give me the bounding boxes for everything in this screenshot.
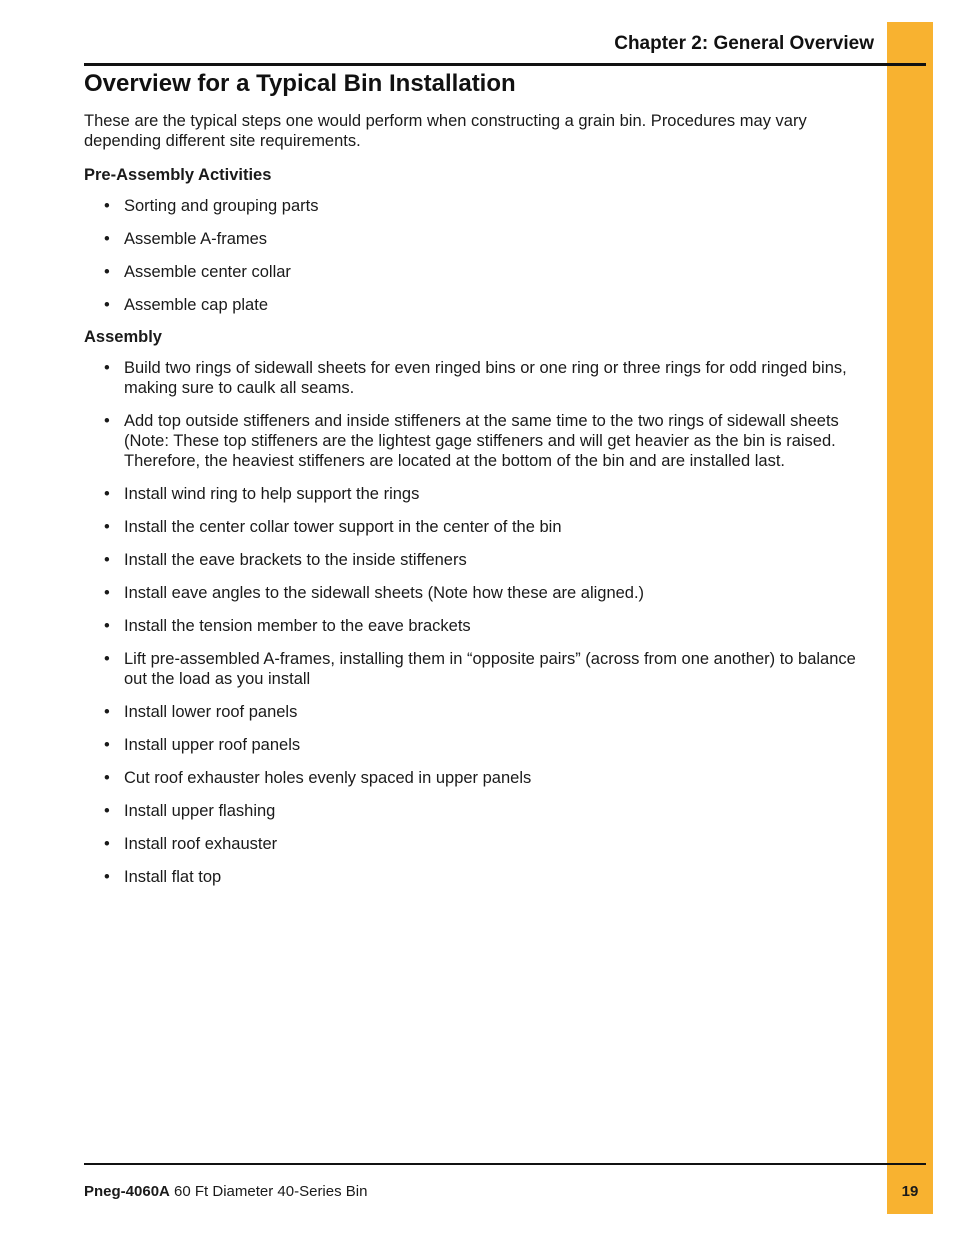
- bullet-icon: •: [104, 551, 110, 569]
- list-item-text: Assemble cap plate: [124, 296, 268, 314]
- list-item-text: Build two rings of sidewall sheets for even ringed bins or one ring or three rings for odd ringed bins, making sure to caulk all seams.: [124, 359, 847, 397]
- bullet-icon: •: [104, 617, 110, 635]
- list-item-text: Assemble A-frames: [124, 230, 268, 248]
- page-title: Overview for a Typical Bin Installation: [84, 70, 516, 97]
- page-number: 19: [901, 1183, 919, 1200]
- list-item-text: Install lower roof panels: [124, 703, 298, 721]
- list-item: [84, 517, 874, 537]
- section-heading-pre-assembly: Pre-Assembly Activities: [84, 166, 272, 184]
- list-item: [84, 735, 874, 755]
- list-item: [84, 702, 874, 722]
- list-item-text: Install eave angles to the sidewall sheets (Note how these are aligned.): [124, 584, 645, 602]
- list-item: [84, 616, 874, 636]
- list-item-text: Install the center collar tower support in the center of the bin: [124, 518, 562, 536]
- list-item: [84, 867, 874, 887]
- bullet-icon: •: [104, 296, 110, 314]
- section-heading-assembly: Assembly: [84, 328, 162, 346]
- list-item: [84, 834, 874, 854]
- list-item-text: Install the eave brackets to the inside stiffeners: [124, 551, 467, 569]
- bullet-icon: •: [104, 359, 110, 377]
- list-item-text: Install the tension member to the eave brackets: [124, 617, 471, 635]
- list-item-text: Install upper flashing: [124, 802, 276, 820]
- list-item: [84, 583, 874, 603]
- bullet-icon: •: [104, 736, 110, 754]
- list-item: [84, 411, 874, 471]
- bullet-icon: •: [104, 584, 110, 602]
- assembly-list: [84, 358, 874, 887]
- list-item-text: Sorting and grouping parts: [124, 197, 319, 215]
- bullet-icon: •: [104, 650, 110, 668]
- chapter-side-tab: [887, 22, 933, 1214]
- chapter-title: Chapter 2: General Overview: [614, 33, 874, 54]
- list-item: [84, 801, 874, 821]
- footer-doc-title: 60 Ft Diameter 40-Series Bin: [174, 1183, 368, 1200]
- list-item: [84, 229, 874, 249]
- list-item-text: Lift pre-assembled A-frames, installing them in “opposite pairs” (across from one another) to balance out the load as you install: [124, 650, 856, 688]
- bullet-icon: •: [104, 197, 110, 215]
- list-item: [84, 196, 874, 216]
- bullet-icon: •: [104, 230, 110, 248]
- bullet-icon: •: [104, 412, 110, 430]
- list-item-text: Install flat top: [124, 868, 222, 886]
- list-item: [84, 262, 874, 282]
- bullet-icon: •: [104, 703, 110, 721]
- list-item: [84, 550, 874, 570]
- list-item-text: Add top outside stiffeners and inside stiffeners at the same time to the two rings of sidewall sheets (Note: These top stiffeners are the lightest gage stiffeners and will get heavier as the bin is raised. Therefore, the heaviest stiffeners are located at the bottom of the bin and are installed last.: [124, 412, 839, 470]
- list-item: [84, 484, 874, 504]
- list-item-text: Install upper roof panels: [124, 736, 301, 754]
- intro-paragraph: These are the typical steps one would perform when constructing a grain bin. Procedures may vary depending different site requirements.: [84, 112, 807, 150]
- bullet-icon: •: [104, 835, 110, 853]
- header-rule: [84, 63, 926, 66]
- bullet-icon: •: [104, 518, 110, 536]
- list-item: [84, 358, 874, 398]
- list-item-text: Install wind ring to help support the rings: [124, 485, 420, 503]
- page-content: [84, 111, 874, 887]
- bullet-icon: •: [104, 485, 110, 503]
- bullet-icon: •: [104, 802, 110, 820]
- list-item: [84, 768, 874, 788]
- list-item-text: Cut roof exhauster holes evenly spaced in upper panels: [124, 769, 532, 787]
- footer-doc-info: [84, 1183, 367, 1200]
- bullet-icon: •: [104, 868, 110, 886]
- list-item-text: Assemble center collar: [124, 263, 291, 281]
- bullet-icon: •: [104, 769, 110, 787]
- list-item: [84, 649, 874, 689]
- footer-rule: [84, 1163, 926, 1165]
- footer-doc-code: Pneg-4060A: [84, 1183, 170, 1200]
- list-item: [84, 295, 874, 315]
- bullet-icon: •: [104, 263, 110, 281]
- pre-assembly-list: [84, 196, 874, 315]
- list-item-text: Install roof exhauster: [124, 835, 278, 853]
